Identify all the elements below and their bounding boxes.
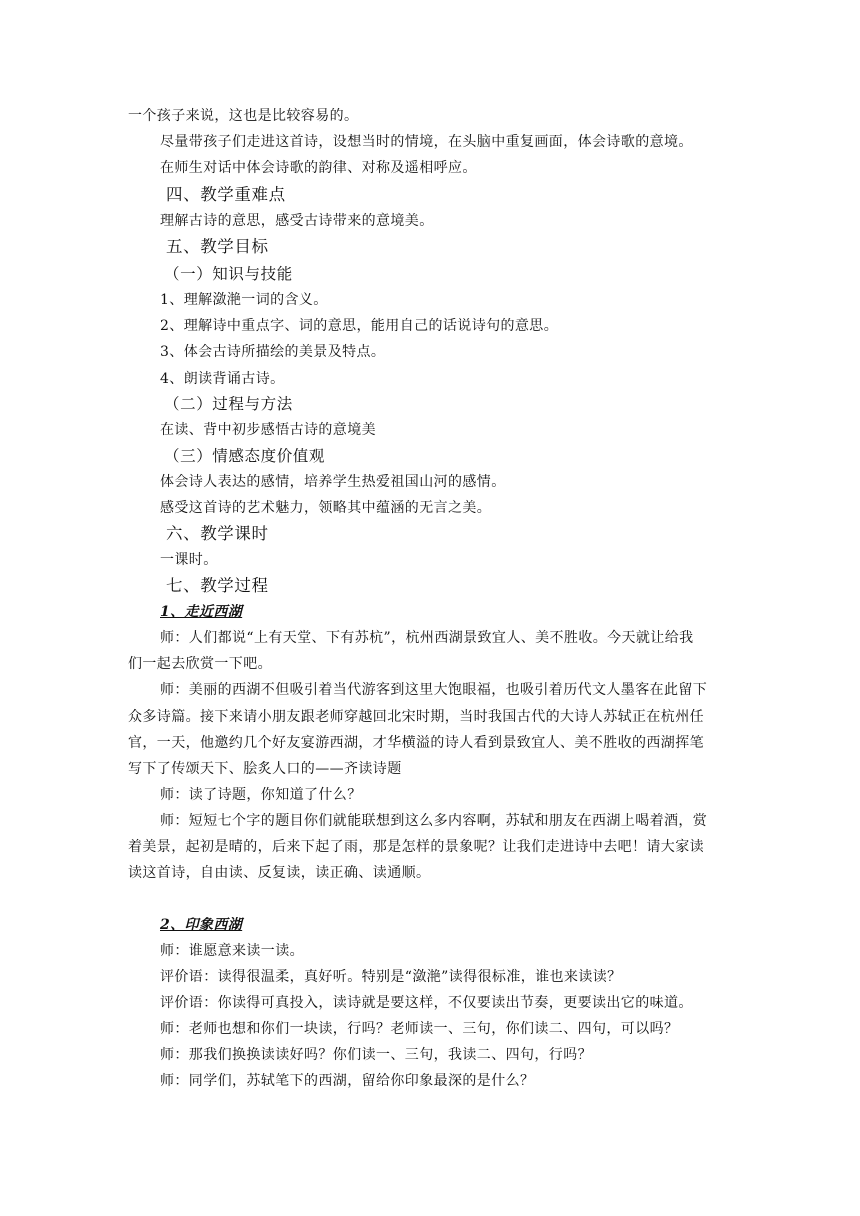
paragraph-line: 师：同学们，苏轼笔下的西湖，留给你印象最深的是什么？ — [160, 1073, 535, 1089]
paragraph-line: 写下了传颂天下、脍炙人口的——齐读诗题 — [128, 761, 402, 777]
paragraph-line: 官，一天，他邀约几个好友宴游西湖，才华横溢的诗人看到景致宜人、美不胜收的西湖挥笔 — [128, 735, 704, 751]
paragraph-line: 着美景，起初是晴的，后来下起了雨，那是怎样的景象呢？让我们走进诗中去吧！请大家读 — [128, 839, 704, 855]
paragraph-line: 在师生对话中体会诗歌的韵律、对称及遥相呼应。 — [160, 160, 477, 176]
list-item: 2、理解诗中重点字、词的意思，能用自己的话说诗句的意思。 — [160, 318, 559, 334]
paragraph-line: 在读、背中初步感悟古诗的意境美 — [160, 422, 376, 438]
subsection-title-1: 1、走近西湖 — [160, 604, 243, 620]
paragraph-line: 评价语：读得很温柔，真好听。特别是“潋滟”读得很标准，谁也来读读？ — [160, 969, 622, 985]
paragraph-line: 体会诗人表达的感情，培养学生热爱祖国山河的感情。 — [160, 474, 506, 490]
list-item: 4、朗读背诵古诗。 — [160, 371, 285, 387]
list-item: 3、体会古诗所描绘的美景及特点。 — [160, 344, 386, 360]
paragraph-line: 师：谁愿意来读一读。 — [160, 943, 304, 959]
section-heading-7: 七、教学过程 — [166, 576, 269, 595]
paragraph-line: 师：那我们换换读读好吗？你们读一、三句，我读二、四句，行吗？ — [160, 1047, 592, 1063]
paragraph-line: 师：美丽的西湖不但吸引着当代游客到这里大饱眼福，也吸引着历代文人墨客在此留下 — [160, 682, 708, 698]
paragraph-line: 们一起去欣赏一下吧。 — [128, 656, 272, 672]
paragraph-line: 一个孩子来说，这也是比较容易的。 — [128, 108, 359, 124]
paragraph-line: 师：短短七个字的题目你们就能联想到这么多内容啊，苏轼和朋友在西湖上喝着酒，赏 — [160, 813, 708, 829]
paragraph-line: 一课时。 — [160, 552, 218, 568]
paragraph-line: 众多诗篇。接下来请小朋友跟老师穿越回北宋时期，当时我国古代的大诗人苏轼正在杭州任 — [128, 709, 704, 725]
section-heading-4: 四、教学重难点 — [166, 185, 286, 204]
subheading-emotion: （三）情感态度价值观 — [164, 447, 326, 465]
paragraph-line: 尽量带孩子们走进这首诗，设想当时的情境，在头脑中重复画面，体会诗歌的意境。 — [160, 134, 693, 150]
paragraph-line: 评价语：你读得可真投入，读诗就是要这样，不仅要读出节奏，更要读出它的味道。 — [160, 995, 693, 1011]
section-heading-6: 六、教学课时 — [166, 524, 269, 543]
paragraph-line: 师：读了诗题，你知道了什么？ — [160, 787, 362, 803]
paragraph-line: 师：人们都说“上有天堂、下有苏杭”，杭州西湖景致宜人、美不胜收。今天就让给我 — [160, 630, 694, 646]
list-item: 1、理解潋滟一词的含义。 — [160, 292, 328, 308]
section-heading-5: 五、教学目标 — [166, 237, 269, 256]
paragraph-line: 读这首诗，自由读、反复读，读正确、读通顺。 — [128, 865, 431, 881]
subheading-process: （二）过程与方法 — [164, 395, 293, 413]
paragraph-line: 理解古诗的意思，感受古诗带来的意境美。 — [160, 213, 434, 229]
paragraph-line: 感受这首诗的艺术魅力，领略其中蕴涵的无言之美。 — [160, 500, 492, 516]
subsection-title-2: 2、印象西湖 — [160, 917, 243, 933]
subheading-knowledge: （一）知识与技能 — [164, 265, 293, 283]
paragraph-line: 师：老师也想和你们一块读，行吗？老师读一、三句，你们读二、四句，可以吗？ — [160, 1021, 679, 1037]
